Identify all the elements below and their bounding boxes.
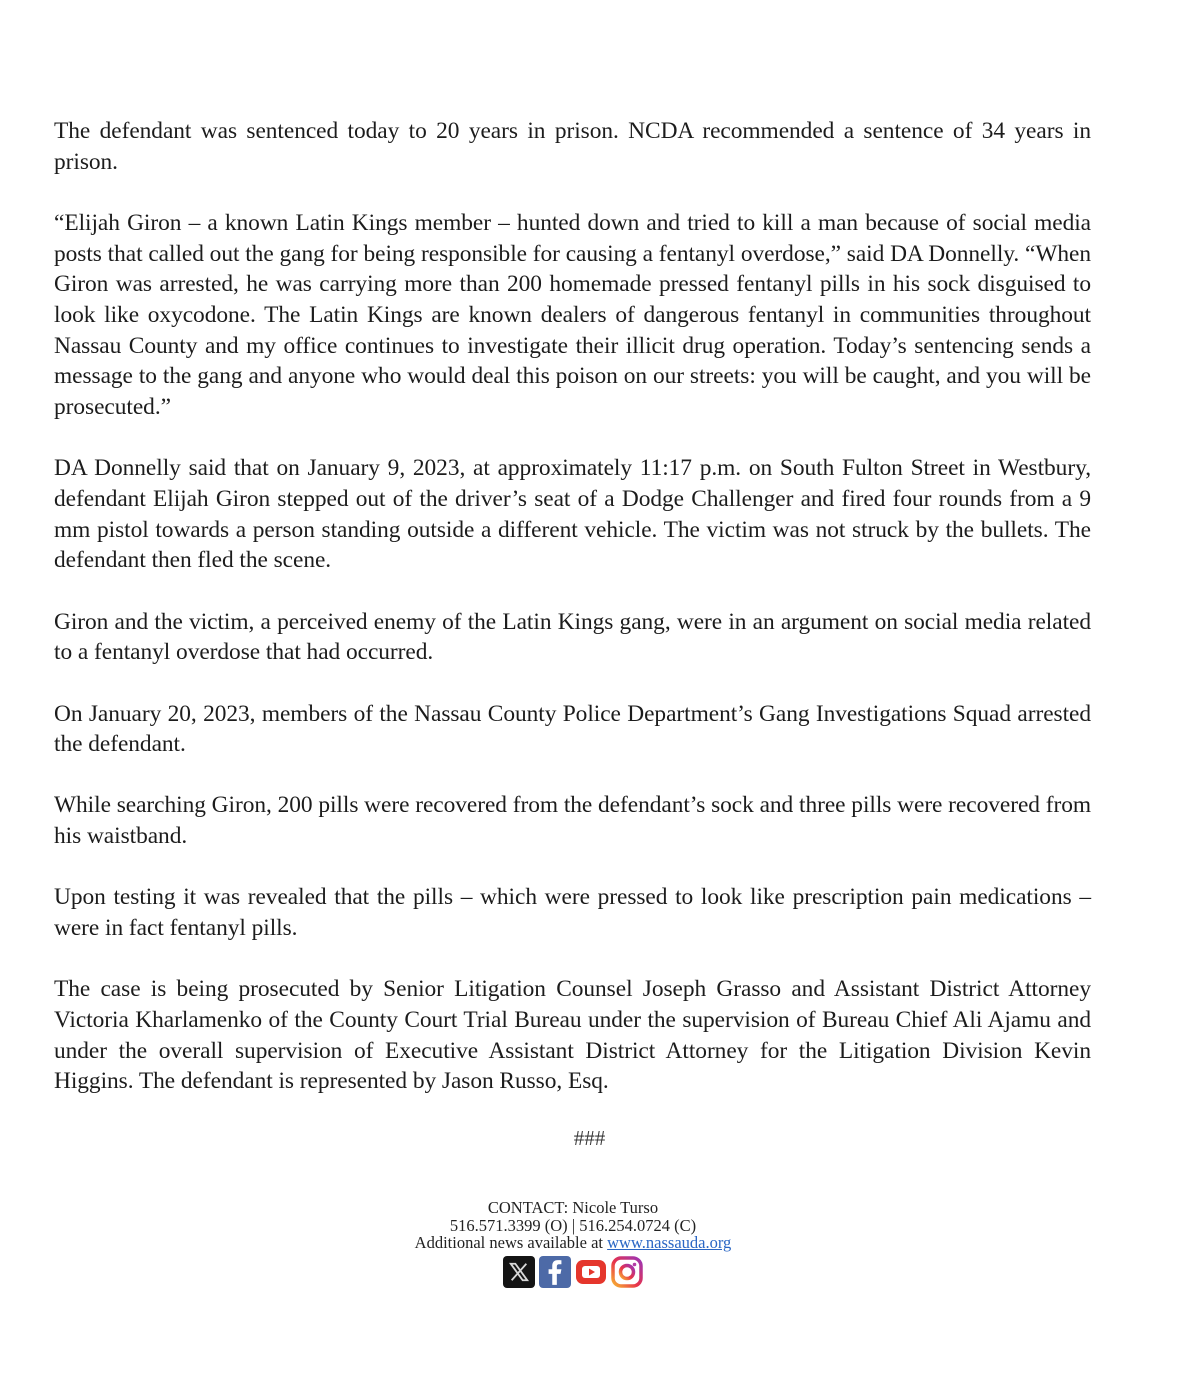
youtube-icon[interactable] xyxy=(575,1256,607,1288)
contact-name: CONTACT: Nicole Turso xyxy=(487,1198,659,1217)
paragraph-motive: Giron and the victim, a perceived enemy of the Latin Kings gang, were in an argument on social media related to a fentanyl overdose that had occurred. xyxy=(54,608,1091,666)
paragraph-sentence: The defendant was sentenced today to 20 years in prison. NCDA recommended a sentence of 34 years in prison. xyxy=(54,118,1091,175)
facebook-icon[interactable] xyxy=(539,1256,571,1288)
paragraph-arrest: On January 20, 2023, members of the Nassau County Police Department’s Gang Investigations Squad arrested the defendant. xyxy=(54,700,1091,758)
social-links xyxy=(0,1256,1146,1288)
paragraph-testing: Upon testing it was revealed that the pills – which were pressed to look like prescription pain medications – were in fact fentanyl pills. xyxy=(54,884,1091,942)
paragraph-prosecution: The case is being prosecuted by Senior Litigation Counsel Joseph Grasso and Assistant District Attorney Victoria Kharlamenko of the County Court Trial Bureau under the supervision of Bureau Chief Ali Ajamu and under the overall supervision of Executive Assistant District Attorney for the Litigation Division Kevin Higgins. The defendant is represented by Jason Russo, Esq. xyxy=(54,976,1091,1095)
instagram-icon[interactable] xyxy=(611,1256,643,1288)
paragraph-search: While searching Giron, 200 pills were recovered from the defendant’s sock and three pills were recovered from his waistband. xyxy=(54,792,1091,850)
press-release-body xyxy=(54,116,1091,1128)
end-separator: ### xyxy=(573,1126,606,1150)
x-icon[interactable] xyxy=(503,1256,535,1288)
contact-phones: 516.571.3399 (O) | 516.254.0724 (C) xyxy=(449,1215,697,1235)
paragraph-da-quote: “Elijah Giron – a known Latin Kings member – hunted down and tried to kill a man because of social media posts that called out the gang for being responsible for causing a fentanyl overdose,” said DA Donnelly. “When Giron was arrested, he was carrying more than 200 homemade pressed fentanyl pills in his sock disguised to look like oxycodone. The Latin Kings are known dealers of dangerous fentanyl in communities throughout Nassau County and my office continues to investigate their illicit drug operation. Today’s sentencing sends a message to the gang and anyone who would deal this poison on our streets: you will be caught, and you will be prosecuted.” xyxy=(54,209,1091,421)
website-link[interactable]: www.nassauda.org xyxy=(607,1233,732,1252)
contact-footer xyxy=(0,1199,1146,1288)
news-prefix: Additional news available at xyxy=(414,1233,608,1252)
paragraph-incident: DA Donnelly said that on January 9, 2023, at approximately 11:17 p.m. on South Fulton Street in Westbury, defendant Elijah Giron stepped out of the driver’s seat of a Dodge Challenger and fired four rounds from a 9 mm pistol towards a person standing outside a different vehicle. The victim was not struck by the bullets. The defendant then fled the scene. xyxy=(54,455,1091,574)
news-line xyxy=(0,1234,1146,1252)
